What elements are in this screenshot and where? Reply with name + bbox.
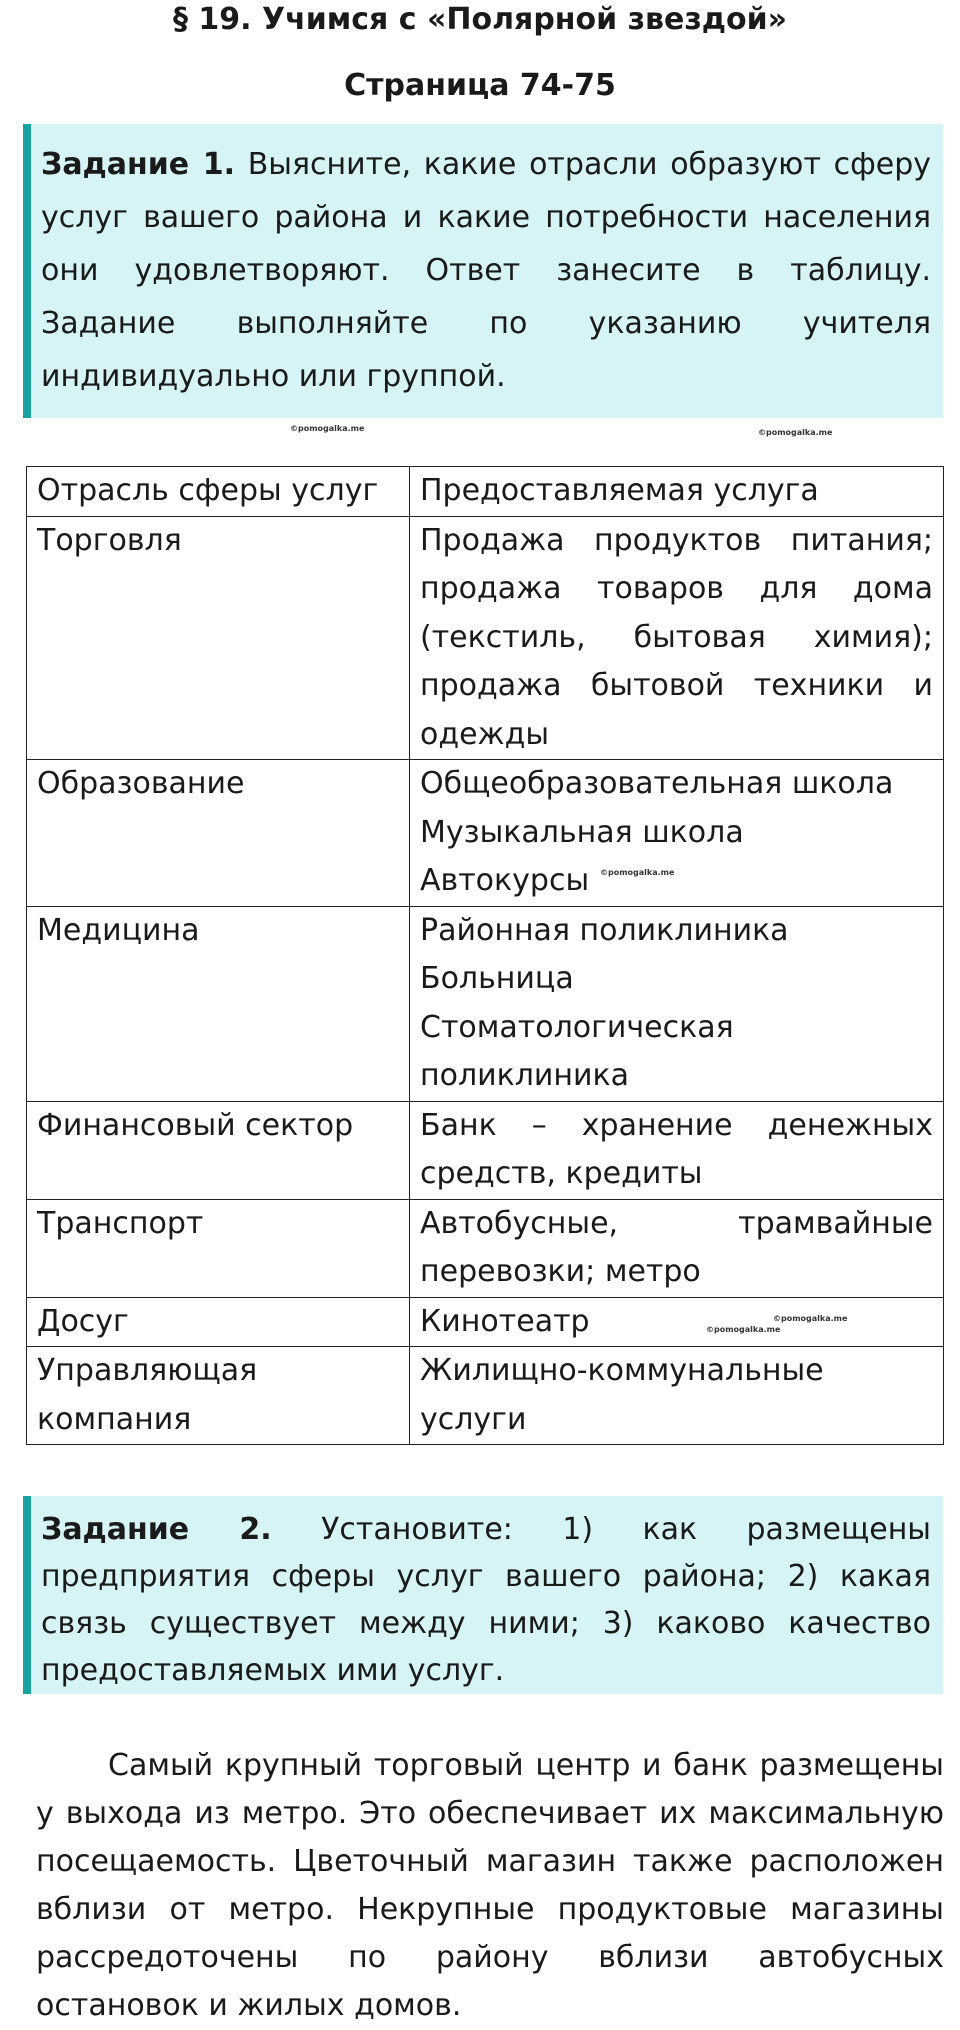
table-row [27,516,944,760]
table-cell-service [410,906,944,1101]
task-1-label: Задание 1. [41,147,236,182]
answer-paragraph: Самый крупный торговый центр и банк размещены у выхода из метро. Это обеспечивает их максимальную посещаемость. Цветочный магазин также расположен вблизи от метро. Некрупные продуктовые магазины рассредоточены по району вблизи автобусных остановок и жилых домов. [36,1748,944,2023]
service-line: Продажа продуктов питания; продажа товаров для дома (текстиль, бытовая химия); продажа бытовой техники и одежды [420,522,933,752]
service-line: Автобусные, трамвайные перевозки; метро [420,1205,933,1289]
task-1-box [23,124,943,418]
service-line: Стоматологическая поликлиника [420,1009,734,1093]
table-cell-sector: Финансовый сектор [27,1101,410,1199]
table-row [27,1199,944,1297]
task-2-text: Установите: 1) как размещены предприятия сферы услуг вашего района; 2) какая связь существует между ними; 3) каково качество предоставляемых ими услуг. [41,1512,931,1688]
table-cell-service [410,760,944,907]
table-cell-sector: Медицина [27,906,410,1101]
service-line: Банк – хранение денежных средств, кредиты [420,1107,933,1191]
service-line: Музыкальная школа [420,814,744,850]
watermark: ©pomogalka.me [706,1325,781,1334]
table-cell-sector: Управляющая компания [27,1347,410,1445]
table-cell-service [410,1199,944,1297]
service-line: Автокурсы [420,863,590,898]
task-1-text: Выясните, какие отрасли образуют сферу услуг вашего района и какие потребности населения они удовлетворяют. Ответ занесите в таблицу. Задание выполняйте по указанию учителя индивидуально или группой. [41,147,932,394]
table-cell-service [410,1101,944,1199]
page-title: § 19. Учимся с «Полярной звездой» [172,2,788,37]
table-header-service: Предоставляемая услуга [410,467,944,517]
table-cell-sector: Образование [27,760,410,907]
page-subtitle: Страница 74-75 [344,68,616,103]
watermark: ©pomogalka.me [758,428,833,437]
table-cell-service [410,516,944,760]
table-row [27,1101,944,1199]
watermark: ©pomogalka.me [600,868,675,877]
table-cell-sector: Торговля [27,516,410,760]
services-table [26,466,944,1445]
table-cell-service [410,1347,944,1445]
table-cell-sector: Транспорт [27,1199,410,1297]
table-row [27,906,944,1101]
table-row [27,760,944,907]
table-header-sector: Отрасль сферы услуг [27,467,410,517]
task-2-label: Задание 2. [41,1512,272,1547]
service-line: Общеобразовательная школа [420,766,894,801]
service-line: Районная поликлиника [420,912,789,948]
service-line: Кинотеатр [420,1303,590,1339]
table-header-row [27,467,944,517]
service-line: Жилищно-коммунальные услуги [420,1353,824,1437]
task-2-box [23,1496,943,1694]
service-line: Больница [420,961,574,996]
table-cell-service [410,1297,944,1347]
table-row [27,1347,944,1445]
watermark: ©pomogalka.me [773,1314,848,1323]
watermark: ©pomogalka.me [290,424,365,433]
table-cell-sector: Досуг [27,1297,410,1347]
